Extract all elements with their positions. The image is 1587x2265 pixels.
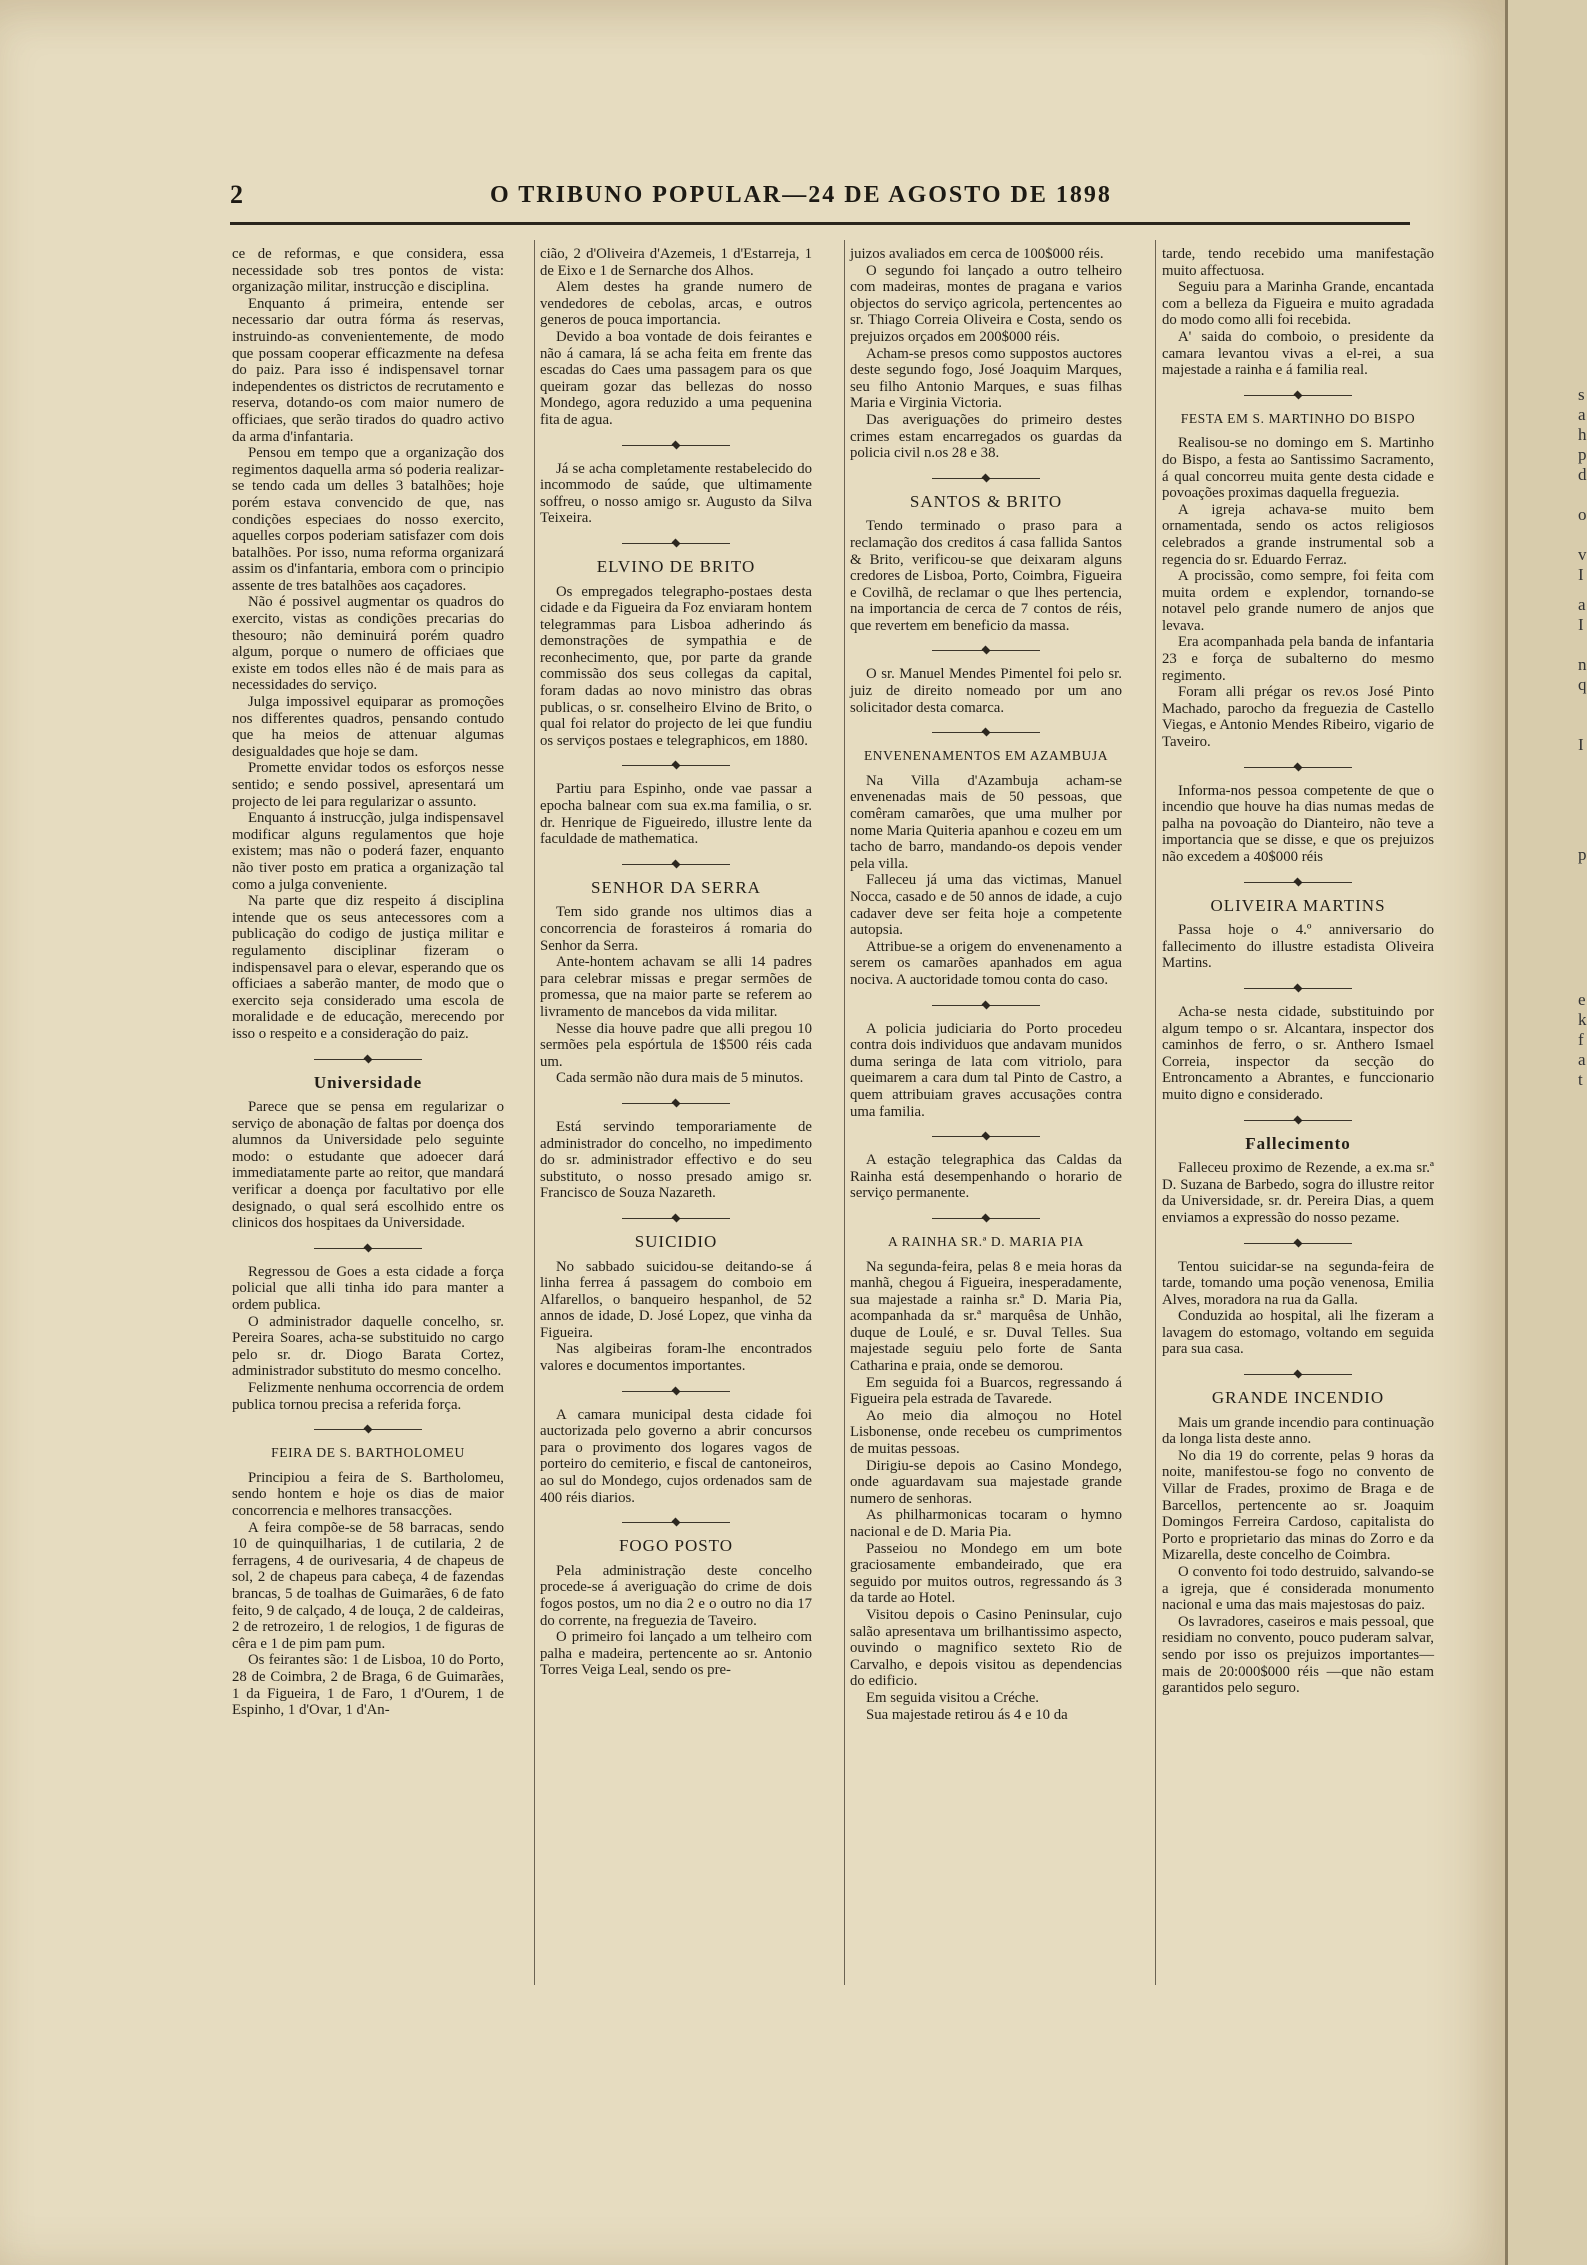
section-heading: Fallecimento — [1245, 1133, 1351, 1153]
text-fragment: d — [1578, 465, 1587, 484]
separator-ornament — [850, 644, 1122, 656]
paragraph: tarde, tendo recebido uma manifestação muito affectuosa. — [1162, 246, 1434, 279]
paragraph: O sr. Manuel Mendes Pimentel foi pelo sr. juiz de direito nomeado por um ano solicitador desta comarca. — [850, 666, 1122, 716]
paragraph: As philharmonicas tocaram o hymno nacional e de D. Maria Pia. — [850, 1507, 1122, 1540]
separator-ornament — [1162, 761, 1434, 773]
paragraph: A feira compõe-se de 58 barracas, sendo 10 de quinquilharias, 1 de cutilaria, 2 de ferragens, 4 de ourivesaria, 4 de chapeus de sol, 2 de chapeus para cabeça, 4 de fazendas brancas, 5 de toalhas de Guimarães, 6 de fato feito, 9 de calçado, 4 de louça, 2 de caldeiras, 2 de retrozeiro, 1 de relogios, 1 de figuras de cêra e 1 de pim pam pum. — [232, 1519, 504, 1652]
paragraph: Ao meio dia almoçou no Hotel Lisbonense, onde recebeu os cumprimentos de muitas pessoas. — [850, 1407, 1122, 1458]
paragraph: Os lavradores, caseiros e mais pessoal, que residiam no convento, pouco puderam salvar, sendo por isso os prejuizos importantes—mais de 20:000$000 réis —que não estam garantidos pelo seguro. — [1162, 1613, 1434, 1697]
paragraph: No sabbado suicidou-se deitando-se á linha ferrea á passagem do comboio em Alfarellos, o banqueiro hespanhol, de 52 annos de idade, D. José Lopez, que vinha da Figueira. — [540, 1258, 812, 1341]
section-heading: SANTOS & BRITO — [909, 491, 1063, 511]
text-fragment: e — [1578, 990, 1586, 1009]
page-number: 2 — [230, 180, 243, 209]
paragraph: Devido a boa vontade de dois feirantes e não á camara, lá se acha feita em frente das escadas do Caes uma passagem para os que queiram gozar das bellezas do nosso Mondego, agora reduzido a uma pequenina fita de agua. — [540, 328, 812, 428]
separator-ornament — [540, 1516, 812, 1528]
paragraph: Está servindo temporariamente de administrador do concelho, no impedimento do sr. administrador effectivo e do seu substituto, o nosso presado amigo sr. Francisco de Souza Nazareth. — [540, 1118, 812, 1202]
column-divider — [844, 240, 845, 1985]
text-fragment: I — [1578, 615, 1584, 634]
paragraph: Passa hoje o 4.º anniversario do fallecimento do illustre estadista Oliveira Martins. — [1162, 922, 1434, 972]
paragraph: Falleceu proximo de Rezende, a ex.ma sr.ª D. Suzana de Barbedo, sogra do illustre reitor da Universidade, sr. dr. Pereira Dias, a quem enviamos a expressão do nosso pezame. — [1162, 1160, 1434, 1226]
column-divider — [534, 240, 535, 1985]
paragraph: Das averiguações do primeiro destes crimes estam encarregados os guardas da policia civil n.os 28 e 38. — [850, 411, 1122, 462]
separator-ornament — [540, 439, 812, 451]
separator-ornament — [540, 537, 812, 549]
text-fragment: a — [1578, 1050, 1586, 1069]
column-3 — [850, 246, 1122, 1723]
section-heading: A RAINHA SR.ª D. MARIA PIA — [888, 1233, 1084, 1249]
section-heading: SENHOR DA SERRA — [591, 877, 761, 897]
text-fragment: o — [1578, 505, 1587, 524]
paragraph: juizos avaliados em cerca de 100$000 réis. — [850, 246, 1104, 262]
paragraph: Enquanto á instrucção, julga indispensavel modificar alguns regulamentos que hoje existem; mas não o poderá fazer, enquanto não tiver posto em pratica a organização tal como a julga conveniente. — [232, 810, 504, 893]
paragraph: A camara municipal desta cidade foi auctorizada pelo governo a abrir concursos para o provimento dos logares vagos de porteiro do cemiterio, e fiscal de cantoneiros, ao sul do Mondego, cujos ordenados sam de 400 réis diarios. — [540, 1406, 812, 1506]
paragraph: No dia 19 do corrente, pelas 9 horas da noite, manifestou-se fogo no convento de Villar de Frades, proximo de Braga e de Barcellos, pertencente ao sr. Joaquim Domingos Ferreira Cardoso, capitalista do Porto e proprietario das minas do Zorro e da Mizarella, deste concelho de Coimbra. — [1162, 1447, 1434, 1564]
column-2 — [540, 246, 812, 1679]
paragraph: Alem destes ha grande numero de vendedores de cebolas, arcas, e outros generos de pouca importancia. — [540, 279, 812, 329]
text-fragment: n — [1578, 655, 1587, 674]
header-rule — [230, 222, 1410, 225]
paragraph: Seguiu para a Marinha Grande, encantada com a belleza da Figueira e muito agradada do modo como alli foi recebida. — [1162, 279, 1434, 329]
separator-ornament — [540, 1385, 812, 1397]
section-heading: Universidade — [313, 1072, 423, 1092]
paragraph: Informa-nos pessoa competente de que o incendio que houve ha dias numas medas de palha na povoação do Dianteiro, não teve a importancia que se disse, e que os prejuizos não excedem a 40$000 réis — [1162, 782, 1434, 865]
separator-ornament — [850, 1212, 1122, 1224]
paragraph: Dirigiu-se depois ao Casino Mondego, onde aguardavam sua majestade grande numero de senhoras. — [850, 1457, 1122, 1507]
separator-ornament — [232, 1053, 504, 1065]
section-heading: GRANDE INCENDIO — [1211, 1388, 1385, 1408]
paragraph: ce de reformas, e que considera, essa necessidade sob tres pontos de vista: organização militar, instrucção e disciplina. — [232, 246, 504, 296]
paragraph: Acham-se presos como suppostos auctores deste segundo fogo, José Joaquim Marques, seu filho Antonio Marques, e suas filhas Maria e Virginia Victoria. — [850, 345, 1122, 412]
paragraph: Sua majestade retirou ás 4 e 10 da — [866, 1706, 1068, 1723]
separator-ornament — [1162, 982, 1434, 994]
paragraph: Ante-hontem achavam se alli 14 padres para celebrar missas e pregar sermões de promessa, que na maior parte se referem ao livramento de mancebos da vida militar. — [540, 954, 812, 1020]
paragraph: Em seguida visitou a Créche. — [866, 1689, 1039, 1706]
text-fragment: I — [1578, 735, 1584, 754]
paragraph: cião, 2 d'Oliveira d'Azemeis, 1 d'Estarreja, 1 de Eixo e 1 de Sernarche dos Alhos. — [540, 246, 812, 279]
column-4 — [1162, 246, 1434, 1697]
paragraph: Tentou suicidar-se na segunda-feira de tarde, tomando uma poção venenosa, Emilia Alves, moradora na rua da Galla. — [1162, 1258, 1434, 1308]
paragraph: Na parte que diz respeito á disciplina intende que os seus antecessores com a publicação do codigo de justiça militar e regulamento disciplinar fizeram o indispensavel para o elevar, esperando que os officiaes a saberão manter, de modo que o exercito seja considerado uma escola de moralidade e de educação, merecendo por isso o respeito e a consideração do paiz. — [232, 893, 504, 1042]
masthead — [230, 180, 1410, 214]
section-heading: SUICIDIO — [634, 1231, 718, 1251]
separator-ornament — [850, 999, 1122, 1011]
text-fragment: a — [1578, 405, 1586, 424]
text-fragment: t — [1578, 1070, 1583, 1089]
column-divider — [1155, 240, 1156, 1985]
paragraph: A procissão, como sempre, foi feita com muita ordem e explendor, tornando-se notavel pelo grande numero de anjos que levava. — [1162, 568, 1434, 634]
separator-ornament — [850, 726, 1122, 738]
separator-ornament — [540, 1097, 812, 1109]
paragraph: Em seguida foi a Buarcos, regressando á Figueira pela estrada de Tavarede. — [850, 1374, 1122, 1408]
section-heading: FOGO POSTO — [618, 1536, 734, 1556]
paragraph: A igreja achava-se muito bem ornamentada, sendo os actos religiosos celebrados a grande instrumental sob a regencia do sr. Eduardo Ferraz. — [1162, 501, 1434, 568]
paragraph: Os feirantes são: 1 de Lisboa, 10 do Porto, 28 de Coimbra, 2 de Braga, 6 de Guimarães, 1 da Figueira, 1 de Faro, 1 d'Ourem, 1 de Espinho, 1 d'Ovar, 1 d'An- — [232, 1652, 504, 1719]
paragraph: A estação telegraphica das Caldas da Rainha está desempenhando o horario de serviço permanente. — [850, 1152, 1122, 1202]
text-fragment: f — [1578, 1030, 1584, 1049]
text-fragment: a — [1578, 595, 1586, 614]
paragraph: Falleceu já uma das victimas, Manuel Nocca, casado e de 50 annos de idade, a cujo cadaver deve ser feita hoje a competente autopsia. — [850, 872, 1122, 939]
paragraph: Conduzida ao hospital, ali lhe fizeram a lavagem do estomago, voltando em seguida para sua casa. — [1162, 1308, 1434, 1358]
paragraph: Foram alli prégar os rev.os José Pinto Machado, parocho da freguezia de Castello Viegas, e Antonio Mendes Ribeiro, vigario de Taveiro. — [1162, 684, 1434, 751]
text-fragment: h — [1578, 425, 1587, 444]
paragraph: Cada sermão não dura mais de 5 minutos. — [556, 1070, 804, 1087]
text-fragment: p — [1578, 445, 1587, 464]
paragraph: Attribue-se a origem do envenenamento a serem os camarões apanhados em agua nociva. A auctoridade tomou conta do caso. — [850, 938, 1122, 988]
paragraph: O convento foi todo destruido, salvando-se a igreja, que é considerada monumento nacional e uma das mais majestosas do paiz. — [1162, 1564, 1434, 1614]
separator-ornament — [232, 1423, 504, 1435]
text-fragment: q — [1578, 675, 1587, 694]
separator-ornament — [850, 1130, 1122, 1142]
section-heading: ELVINO DE BRITO — [596, 556, 756, 576]
section-heading: FESTA EM S. MARTINHO DO BISPO — [1180, 410, 1416, 426]
text-fragment: k — [1578, 1010, 1587, 1029]
paragraph: Enquanto á primeira, entende ser necessario dar outra fórma ás reservas, instruindo-as convenientemente, de modo que possam cooperar efficazmente na defesa do paiz. Para isso é indispensavel tornar independentes os districtos de recrutamento e reserva, dotando-os com maior numero de officiaes, que serão tirados do quadro activo da arma d'infantaria. — [232, 295, 504, 445]
text-fragment: s — [1578, 385, 1585, 404]
paragraph: Pela administração deste concelho procede-se á averiguação do crime de dois fogos postos, um no dia 2 e o outro no dia 17 do corrente, na freguezia de Taveiro. — [540, 1562, 812, 1629]
page-header: O TRIBUNO POPULAR—24 DE AGOSTO DE 1898 — [490, 182, 1112, 208]
paragraph: O administrador daquelle concelho, sr. Pereira Soares, acha-se substituido no cargo pelo sr. dr. Diogo Barata Cortez, administrador substituto do mesmo concelho. — [232, 1313, 504, 1380]
separator-ornament — [1162, 876, 1434, 888]
separator-ornament — [540, 858, 812, 870]
separator-ornament — [1162, 389, 1434, 401]
paragraph: Parece que se pensa em regularizar o serviço de abonação de faltas por doença dos alumnos da Universidade pelo seguinte modo: o estudante que adoecer dará immediatamente parte ao reitor, que mandará verificar a doença por facultativo por elle designado, o qual será escolhido entre os clinicos dos hospitaes da Universidade. — [232, 1099, 504, 1232]
separator-ornament — [850, 472, 1122, 484]
adjacent-page-edge — [1505, 0, 1587, 2265]
paragraph: Regressou de Goes a esta cidade a força policial que alli tinha ido para manter a ordem publica. — [232, 1263, 504, 1314]
paragraph: Pensou em tempo que a organização dos regimentos daquella arma só poderia realizar-se tendo cada um delles 3 batalhões; hoje porém estava convencido de que, nas condições especiaes do nosso exercito, aquelles corpos poderiam satisfazer com dois batalhões. Por isso, numa reforma organizará assim os d'infantaria, embora com o principio assente de tres batalhões aos caçadores. — [232, 445, 504, 594]
paragraph: A policia judiciaria do Porto procedeu contra dois individuos que andavam munidos duma seringa de lata com vitriolo, para queimarem a cara dum tal Pinto de Castro, a quem attribuiam graves accusações contra uma familia. — [850, 1020, 1122, 1120]
separator-ornament — [1162, 1368, 1434, 1380]
paragraph: Não é possivel augmentar os quadros do exercito, vistas as condições precarias do thesouro; não deminuirá porém quadro algum, porque o numero de officiaes que existe em todos elles não é de mais para as necessidades do serviço. — [232, 594, 504, 694]
separator-ornament — [1162, 1237, 1434, 1249]
paragraph: Na segunda-feira, pelas 8 e meia horas da manhã, chegou á Figueira, inesperadamente, sua majestade a rainha sr.ª D. Maria Pia, acompanhada da sr.ª marquêsa de Unhão, duque de Loulé, e sr. Duval Telles. Sua majestade seguiu pelo forte de Santa Catharina e praia, onde se demorou. — [850, 1258, 1122, 1375]
paragraph: Nas algibeiras foram-lhe encontrados valores e documentos importantes. — [540, 1341, 812, 1375]
paragraph: Era acompanhada pela banda de infantaria 23 e força de subalterno do mesmo regimento. — [1162, 634, 1434, 684]
paragraph: Mais um grande incendio para continuação da longa lista deste anno. — [1162, 1414, 1434, 1448]
paragraph: A' saida do comboio, o presidente da camara levantou vivas a el-rei, a sua majestade a rainha e á familia real. — [1162, 328, 1434, 379]
paragraph: Julga impossivel equiparar as promoções nos differentes quadros, pensando contudo que ha meios de attenuar algumas desigualdades que hoje se dam. — [232, 694, 504, 760]
separator-ornament — [1162, 1114, 1434, 1126]
paragraph: Acha-se nesta cidade, substituindo por algum tempo o sr. Alcantara, inspector dos caminhos de ferro, o sr. Anthero Ismael Correia, inspector da secção do Entroncamento a Abrantes, e funccionario muito digno e considerado. — [1162, 1003, 1434, 1103]
text-fragment: I — [1578, 565, 1584, 584]
paragraph: Promette envidar todos os esforços nesse sentido; e sendo possivel, apresentará um projecto de lei para regularizar o assunto. — [232, 760, 504, 810]
column-1 — [232, 246, 504, 1719]
paragraph: Tem sido grande nos ultimos dias a concorrencia de forasteiros á romaria do Senhor da Serra. — [540, 904, 812, 954]
separator-ornament — [540, 759, 812, 771]
paragraph: O primeiro foi lançado a um telheiro com palha e madeira, pertencente ao sr. Antonio Torres Veiga Leal, sendo os pre- — [540, 1629, 812, 1679]
paragraph: Nesse dia houve padre que alli pregou 10 sermões pela espórtula de 1$500 réis cada um. — [540, 1020, 812, 1070]
paragraph: Passeiou no Mondego em um bote graciosamente embandeirado, que era seguido por muitos outros, regressando ás 3 da tarde ao Hotel. — [850, 1540, 1122, 1607]
paragraph: Os empregados telegrapho-postaes desta cidade e da Figueira da Foz enviaram hontem telegrammas para Lisboa adherindo ás demonstrações de sympathia e de reconhecimento, que, por parte da grande commissão dos seus collegas da capital, foram dadas ao novo ministro das obras publicas, o sr. conselheiro Elvino de Brito, o qual foi relator do projecto de lei que fundiu os serviços postaes e telegraphicos, em 1880. — [540, 583, 812, 749]
text-fragment: p — [1578, 845, 1587, 864]
text-fragment: v — [1578, 545, 1587, 564]
paragraph: Principiou a feira de S. Bartholomeu, sendo hontem e hoje os dias de maior concorrencia e melhores transacções. — [232, 1469, 504, 1519]
paragraph: Já se acha completamente restabelecido do incommodo de saúde, que ultimamente soffreu, o nosso amigo sr. Augusto da Silva Teixeira. — [540, 460, 812, 527]
separator-ornament — [232, 1242, 504, 1254]
section-heading: ENVENENAMENTOS EM AZAMBUJA — [863, 748, 1109, 764]
paragraph: Realisou-se no domingo em S. Martinho do Bispo, a festa ao Santissimo Sacramento, á qual concorreu muita gente desta cidade e povoações proximas daquella freguezia. — [1162, 435, 1434, 502]
paragraph: Tendo terminado o praso para a reclamação dos creditos á casa fallida Santos & Brito, verificou-se que deixaram alguns credores de Lisboa, Porto, Coimbra, Figueira e Covilhã, de reclamar o que lhes pertencia, na importancia de cerca de 7 contos de réis, que revertem em beneficio da massa. — [850, 518, 1122, 634]
paragraph: Na Villa d'Azambuja acham-se envenenadas mais de 50 pessoas, que comêram camarões, que uma mulher por nome Maria Quiteria apanhou e cozeu em um tacho de barro, mandando-os depois vender pela villa. — [850, 772, 1122, 872]
paragraph: Partiu para Espinho, onde vae passar a epocha balnear com sua ex.ma familia, o sr. dr. Henrique de Figueiredo, illustre lente da faculdade de mathematica. — [540, 781, 812, 848]
paragraph: O segundo foi lançado a outro telheiro com madeiras, montes de pragana e varios objectos do serviço agricola, pertencentes ao sr. Thiago Correia Oliveira e Costa, sendo os prejuizos orçados em 200$000 réis. — [850, 262, 1122, 345]
section-heading: OLIVEIRA MARTINS — [1210, 895, 1386, 915]
separator-ornament — [540, 1212, 812, 1224]
section-heading: FEIRA DE S. BARTHOLOMEU — [271, 1445, 465, 1461]
paragraph: Felizmente nenhuma occorrencia de ordem publica tornou precisa a referida força. — [232, 1380, 504, 1413]
paragraph: Visitou depois o Casino Peninsular, cujo salão apresentava um brilhantissimo aspecto, ouvindo o magnifico sexteto Rio de Carvalho, e depois visitou as dependencias do edificio. — [850, 1606, 1122, 1690]
